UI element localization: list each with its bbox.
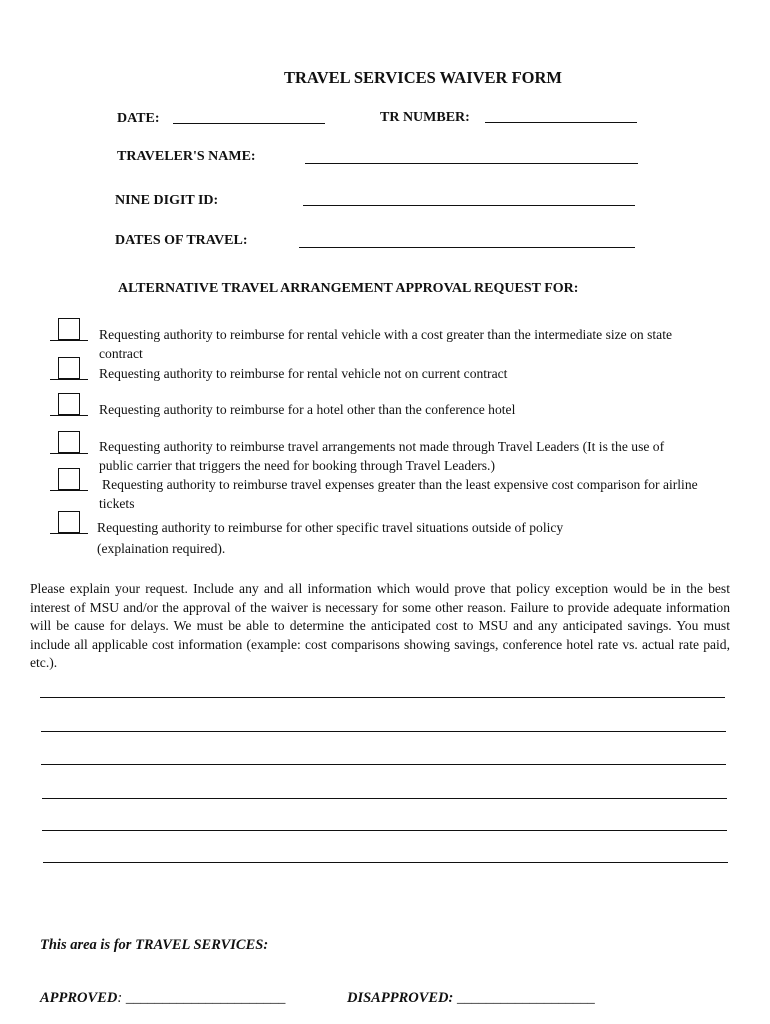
- option-airline-comparison: [99, 475, 719, 513]
- dates-of-travel-field[interactable]: [299, 247, 635, 248]
- nine-digit-id-label: NINE DIGIT ID:: [115, 193, 219, 208]
- tr-number-field[interactable]: [485, 122, 637, 123]
- date-field[interactable]: [173, 123, 325, 124]
- option-not-travel-leaders: Requesting authority to reimburse travel arrangements not made through Travel Leaders (It is the use of public carrier that triggers the need for booking through Travel Leaders.): [99, 439, 665, 473]
- approved-colon: :: [117, 990, 123, 1006]
- explanation-line-6[interactable]: [43, 862, 728, 863]
- checkbox-airline-comparison[interactable]: [58, 468, 80, 490]
- checkbox-not-travel-leaders[interactable]: [58, 431, 80, 453]
- travelers-name-label: TRAVELER'S NAME:: [117, 149, 256, 164]
- travelers-name-field[interactable]: [305, 163, 638, 164]
- option-other-hotel: Requesting authority to reimburse for a hotel other than the conference hotel: [99, 402, 516, 417]
- approved-label: APPROVED: [40, 990, 118, 1006]
- disapproved-row: [347, 990, 595, 1007]
- approved-row: [40, 990, 285, 1007]
- checkbox-underline: [50, 533, 88, 534]
- travel-services-note: This area is for TRAVEL SERVICES:: [40, 937, 269, 953]
- option-rental-not-contract: Requesting authority to reimburse for rental vehicle not on current contract: [99, 366, 508, 381]
- option-other-situations: Requesting authority to reimburse for other specific travel situations outside of policy (explaination required).: [97, 520, 564, 556]
- checkbox-underline: [50, 415, 88, 416]
- checkbox-rental-greater[interactable]: [58, 318, 80, 340]
- option-rental-greater: Requesting authority to reimburse for rental vehicle with a cost greater than the intermediate size on state contract: [99, 327, 673, 361]
- explanation-line-2[interactable]: [41, 731, 726, 732]
- form-title: TRAVEL SERVICES WAIVER FORM: [283, 68, 562, 87]
- date-label: DATE:: [117, 111, 160, 126]
- option-airline-comparison-text: Requesting authority to reimburse travel expenses greater than the least expensive cost comparison for airline tickets: [99, 477, 698, 511]
- explanation-line-1[interactable]: [40, 697, 725, 698]
- approved-field[interactable]: ______________________: [125, 990, 286, 1006]
- disapproved-label: DISAPPROVED:: [347, 990, 454, 1006]
- dates-of-travel-label: DATES OF TRAVEL:: [115, 233, 248, 248]
- explanation-line-3[interactable]: [41, 764, 726, 765]
- explanation-line-5[interactable]: [42, 830, 727, 831]
- checkbox-underline: [50, 340, 88, 341]
- checkbox-underline: [50, 453, 88, 454]
- checkbox-underline: [50, 490, 88, 491]
- checkbox-other-hotel[interactable]: [58, 393, 80, 415]
- checkbox-other-situations[interactable]: [58, 511, 80, 533]
- tr-number-label: TR NUMBER:: [380, 110, 470, 125]
- nine-digit-id-field[interactable]: [303, 205, 635, 206]
- checkbox-underline: [50, 379, 88, 380]
- disapproved-field[interactable]: ___________________: [456, 990, 595, 1006]
- section-heading: ALTERNATIVE TRAVEL ARRANGEMENT APPROVAL REQUEST FOR:: [118, 281, 579, 296]
- checkbox-rental-not-contract[interactable]: [58, 357, 80, 379]
- explanation-paragraph: Please explain your request. Include any and all information which would prove that policy exception would be in the best interest of MSU and/or the approval of the waiver is necessary for some other reason. Failure to provide adequate information will be cause for delays. We must be able to determine the anticipated cost to MSU and any anticipated savings. You must include all applicable cost information (example: cost comparisons showing savings, conference hotel rate vs. actual rate paid, etc.).: [30, 581, 730, 671]
- explanation-line-4[interactable]: [42, 798, 727, 799]
